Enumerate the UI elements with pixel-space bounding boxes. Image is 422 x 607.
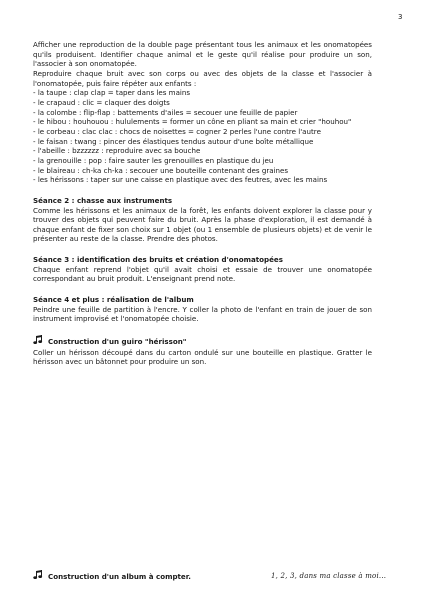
music-note-icon — [33, 570, 44, 582]
list-item: - l'abeille : bzzzzzz : reproduire avec sa bouche — [33, 146, 201, 156]
guiro-title: Construction d'un guiro "hérisson" — [48, 336, 187, 346]
document-body — [33, 40, 372, 367]
list-item: - la taupe : clap clap = taper dans les mains — [33, 88, 191, 98]
sound-list — [33, 88, 372, 185]
album-heading — [33, 570, 191, 582]
section-2-text: Comme les hérissons et les animaux de la forêt, les enfants doivent explorer la classe pour y trouver des objets qui peuvent faire du bruit. Après la phase d'exploration, il est demandé à chaque enfant de fixer son choix sur 1 objet (ou 1 ensemble de plusieurs objets) et de venir le présenter au reste de la classe. Prendre des photos. — [33, 205, 372, 244]
intro-paragraph-1: Afficher une reproduction de la double page présentant tous les animaux et les onomatopées qu'ils produisent. Identifier chaque animal et le geste qu'il réalise pour produire un son, l'associer à son onomatopée. — [33, 40, 372, 69]
section-2-title: Séance 2 : chasse aux instruments — [33, 195, 173, 205]
list-item: - les hérissons : taper sur une caisse en plastique avec des feutres, avec les mains — [33, 175, 328, 185]
list-item: - la colombe : flip-flap : battements d'ailes = secouer une feuille de papier — [33, 107, 298, 117]
section-3-title: Séance 3 : identification des bruits et création d'onomatopées — [33, 255, 283, 265]
list-item: - le crapaud : clic = claquer des doigts — [33, 97, 170, 107]
list-item: - le hibou : houhouou : hululements = former un cône en pliant sa main et crier "houhou" — [33, 117, 352, 127]
list-item: - le blaireau : ch-ka ch-ka : secouer une bouteille contenant des graines — [33, 165, 289, 175]
section-4-title: Séance 4 et plus : réalisation de l'album — [33, 295, 194, 305]
album-title: Construction d'un album à compter. — [48, 571, 191, 581]
intro-paragraph-2: Reproduire chaque bruit avec son corps ou avec des objets de la classe et l'associer à l'onomatopée, puis faire répéter aux enfants : — [33, 68, 372, 88]
brand-signature: 1, 2, 3, dans ma classe à moi... — [271, 572, 387, 580]
list-item: - le corbeau : clac clac : chocs de noisettes = cogner 2 perles l'une contre l'autre — [33, 126, 321, 136]
list-item: - la grenouille : pop : faire sauter les grenouilles en plastique du jeu — [33, 155, 274, 165]
music-note-icon — [33, 335, 44, 348]
list-item: - le faisan : twang : pincer des élastiques tendus autour d'une boîte métallique — [33, 136, 314, 146]
guiro-heading — [33, 335, 372, 348]
section-3-text: Chaque enfant reprend l'objet qu'il avait choisi et essaie de trouver une onomatopée correspondant au bruit produit. L'enseignant prend note. — [33, 264, 372, 284]
guiro-text: Coller un hérisson découpé dans du carton ondulé sur une bouteille en plastique. Gratter le hérisson avec un bâtonnet pour produire un son. — [33, 347, 372, 367]
page-number: 3 — [398, 13, 403, 21]
section-4-text: Peindre une feuille de partition à l'encre. Y coller la photo de l'enfant en train de jouer de son instrument improvisé et l'onomatopée choisie. — [33, 304, 372, 324]
